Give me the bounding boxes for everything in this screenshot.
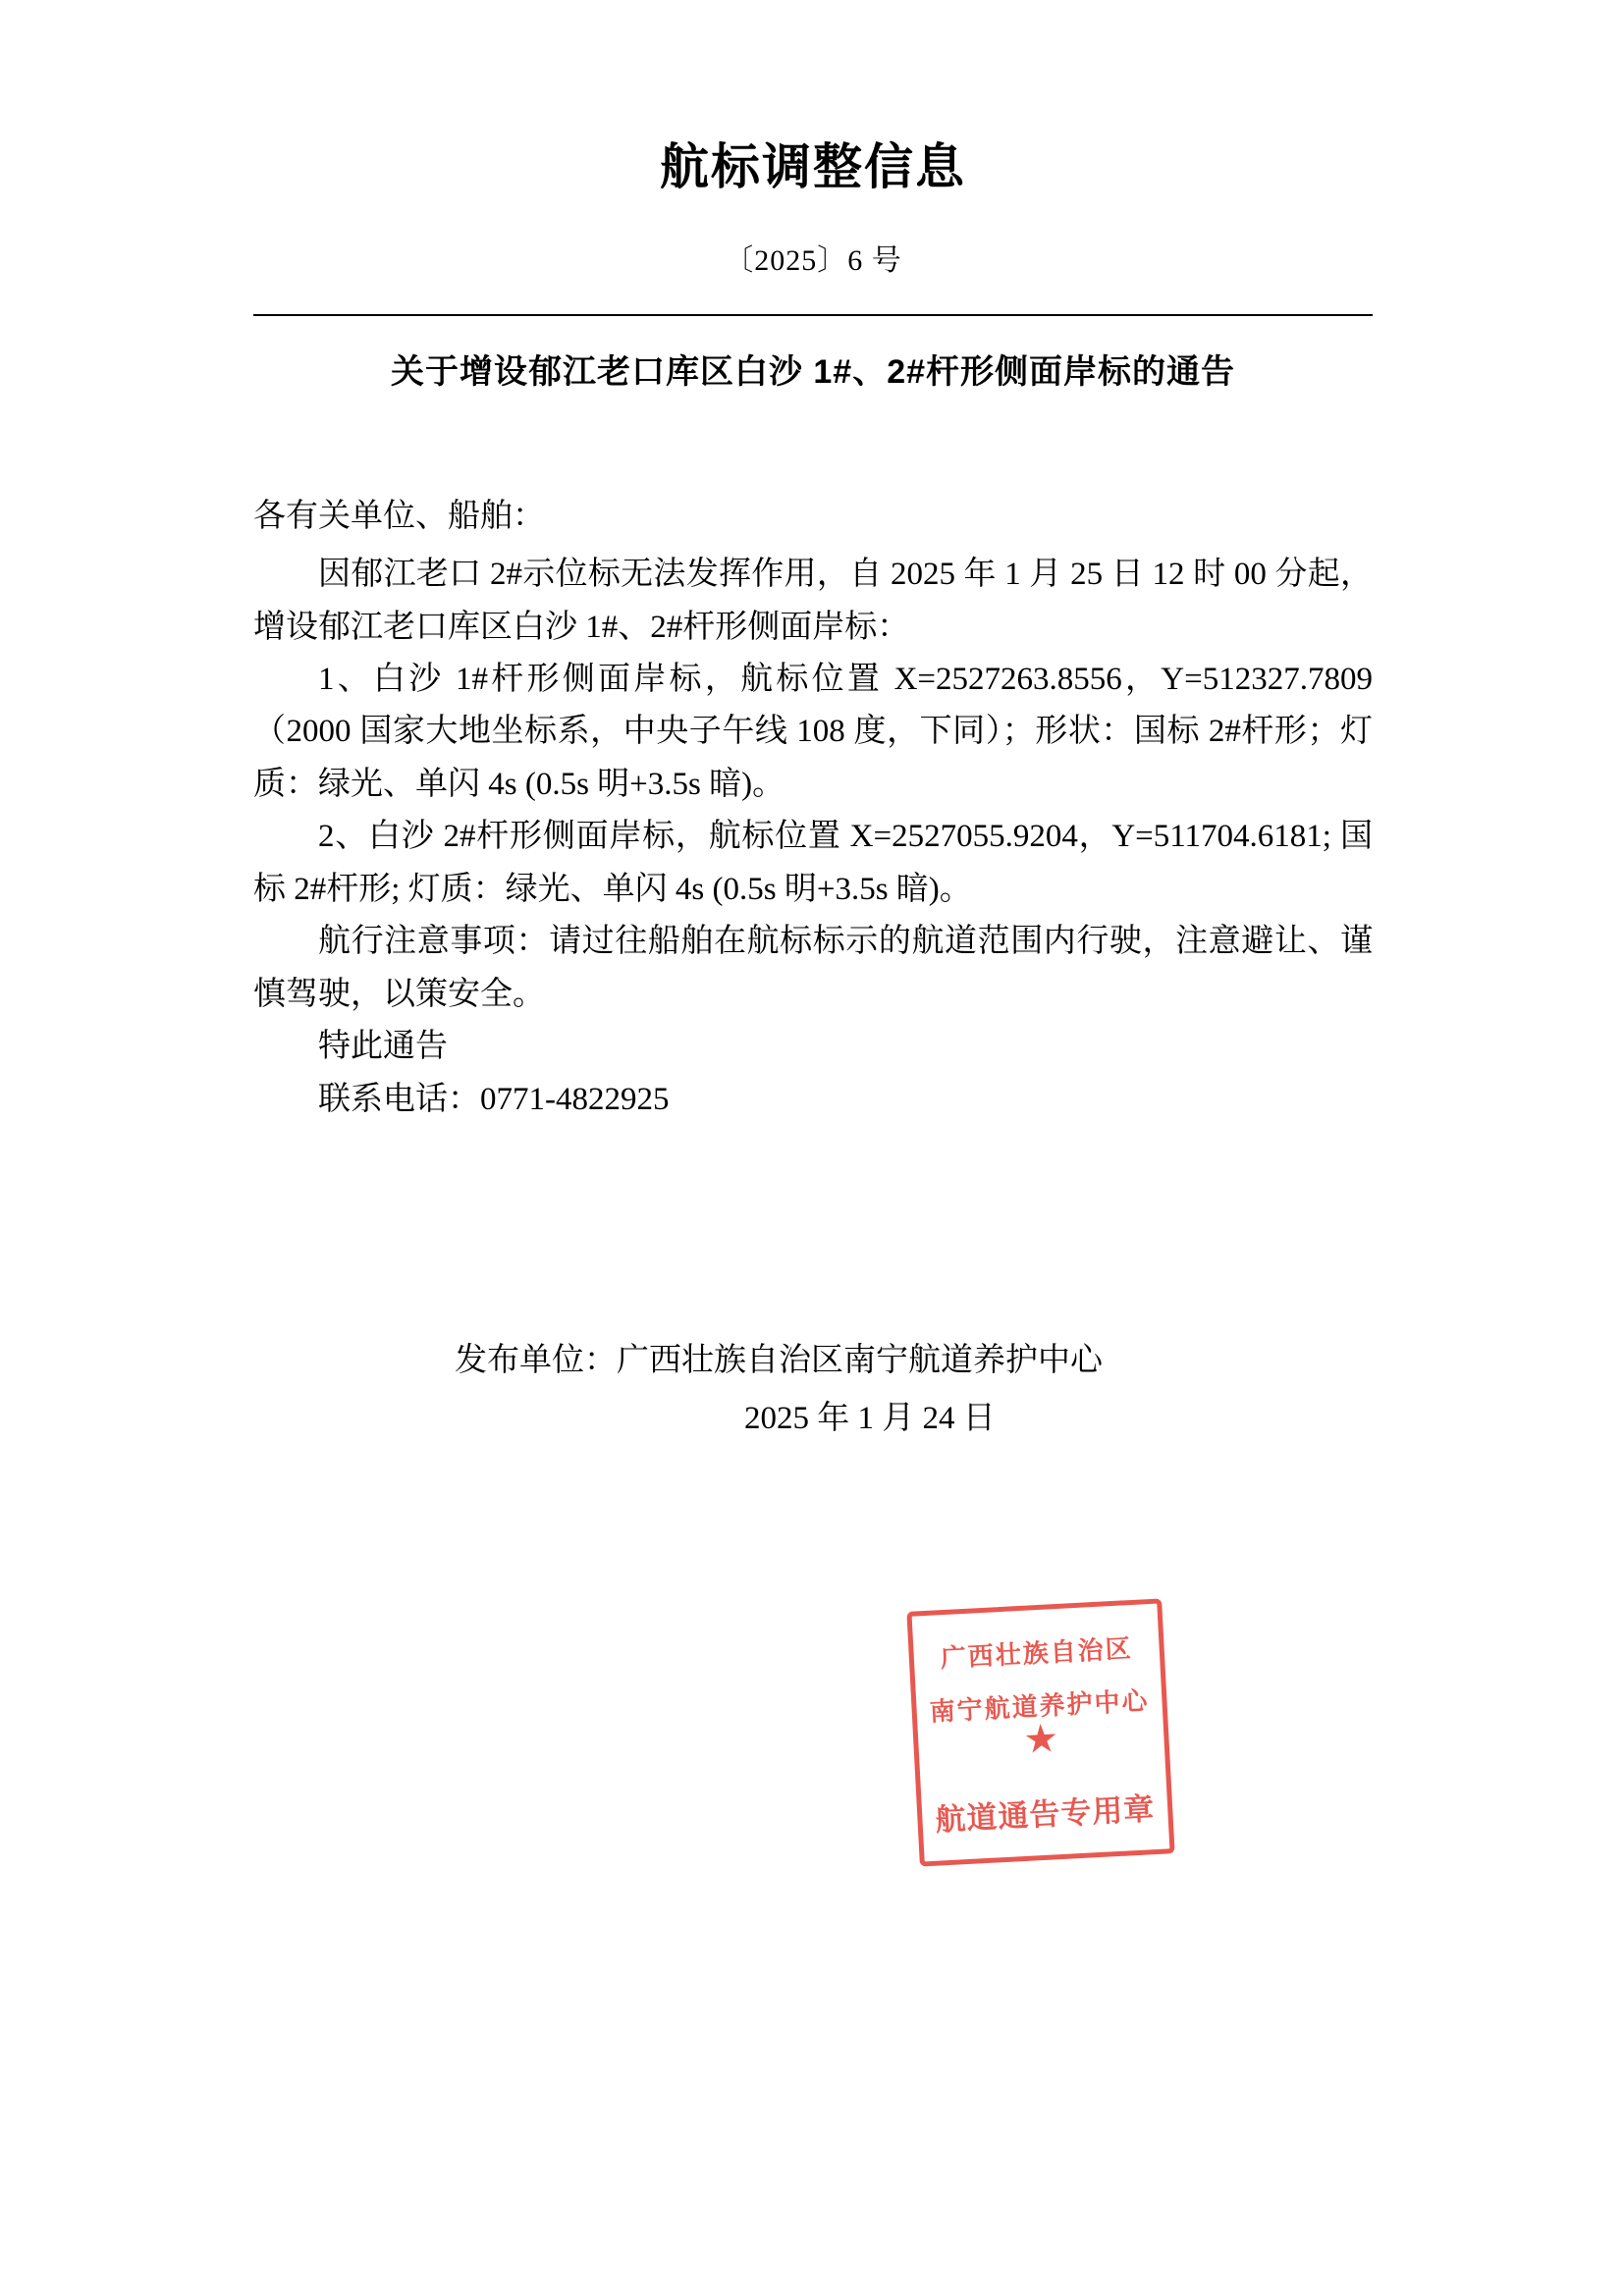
page-title: 航标调整信息	[660, 139, 966, 194]
body-paragraph-2: 1、白沙 1#杆形侧面岸标，航标位置 X=2527263.8556，Y=512327.7809（2000 国家大地坐标系，中央子午线 108 度，下同）；形状：国标 2#杆形；灯质：绿光、单闪 4s (0.5s 明+3.5s 暗)。	[253, 661, 1373, 802]
issuer-line: 发布单位：广西壮族自治区南宁航道养护中心	[455, 1343, 1103, 1379]
salutation: 各有关单位、船舶：	[253, 498, 545, 534]
star-icon: ★	[1022, 1717, 1060, 1762]
document-content	[253, 0, 1373, 1449]
issue-date: 2025 年 1 月 24 日	[744, 1401, 996, 1437]
body-paragraph-3: 2、白沙 2#杆形侧面岸标，航标位置 X=2527055.9204，Y=511704.6181; 国标 2#杆形; 灯质：绿光、单闪 4s (0.5s 明+3.5s 暗)。	[253, 819, 1373, 907]
document-body	[253, 491, 1373, 1126]
signature-block	[253, 1332, 1373, 1449]
contact-phone-line: 联系电话：0771-4822925	[318, 1081, 670, 1117]
body-paragraph-4: 航行注意事项：请过往船舶在航标标示的航道范围内行驶，注意避让、谨慎驾驶，以策安全。	[253, 924, 1373, 1012]
body-paragraph-5: 特此通告	[318, 1029, 448, 1065]
header-divider	[253, 314, 1373, 316]
seal-bottom-text: 航道通告专用章	[934, 1791, 1157, 1838]
seal-inner	[912, 1604, 1170, 1862]
body-paragraph-1: 因郁江老口 2#示位标无法发挥作用，自 2025 年 1 月 25 日 12 时 00 分起，增设郁江老口库区白沙 1#、2#杆形侧面岸标：	[253, 557, 1373, 645]
official-seal	[906, 1598, 1174, 1866]
seal-middle-text: 南宁航道养护中心	[928, 1685, 1151, 1727]
document-subject: 关于增设郁江老口库区白沙 1#、2#杆形侧面岸标的通告	[390, 353, 1236, 391]
document-number: 〔2025〕6 号	[724, 244, 902, 277]
seal-top-text: 广西壮族自治区	[940, 1633, 1134, 1674]
